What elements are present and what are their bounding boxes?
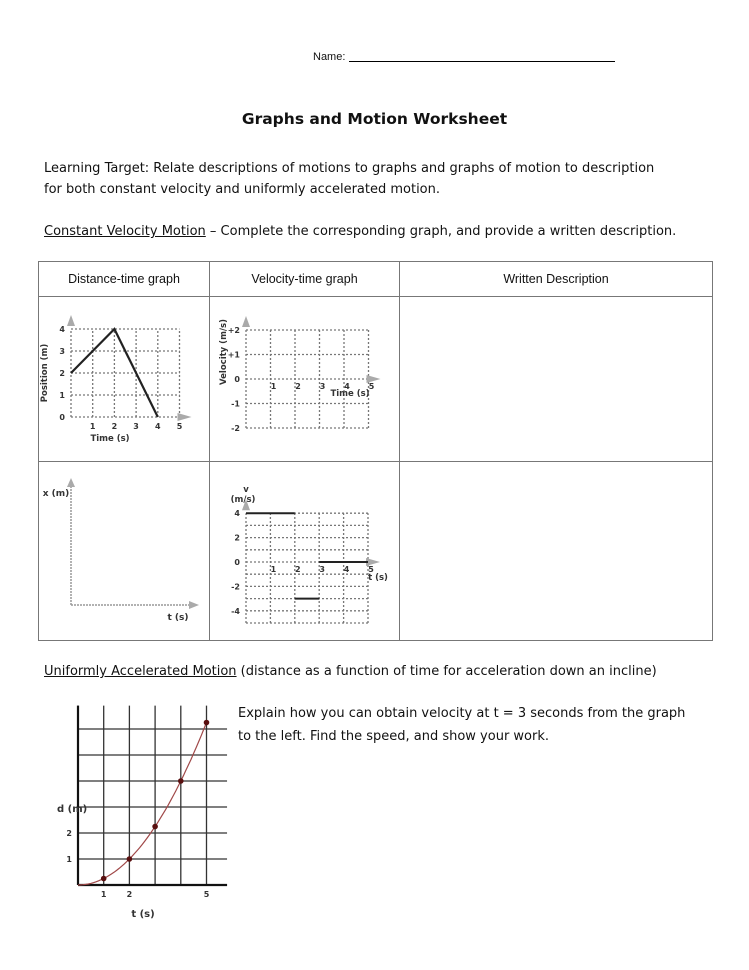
y-tick-label: 1 <box>59 391 65 400</box>
x-tick-label: 5 <box>176 422 183 431</box>
accel-question-line2: to the left. Find the speed, and show your work. <box>238 729 550 744</box>
y-axis-label: v <box>243 485 249 495</box>
y-tick-label: +2 <box>227 326 240 335</box>
x-axis-arrow-icon <box>178 413 192 421</box>
data-point <box>178 778 184 784</box>
y-axis-arrow-icon <box>67 478 75 487</box>
x-tick-label: 1 <box>89 422 96 431</box>
x-axis-arrow-icon <box>189 601 199 609</box>
y-tick-label: +1 <box>227 350 240 360</box>
data-point <box>127 856 133 862</box>
x-tick-label: 5 <box>368 382 375 391</box>
x-tick-label: 3 <box>319 382 326 391</box>
y-tick-label: 0 <box>234 558 240 567</box>
chart-pos-time <box>40 315 192 444</box>
y-tick-label: -1 <box>231 399 240 409</box>
x-tick-label: 2 <box>295 565 301 574</box>
x-axis-label: t (s) <box>368 573 388 583</box>
data-point <box>152 824 158 830</box>
y-axis-label: d (m) <box>57 804 88 815</box>
page-title: Graphs and Motion Worksheet <box>241 110 508 128</box>
chart-pos-time-blank <box>43 478 199 623</box>
y-axis-arrow-icon <box>67 315 75 326</box>
column-header-velocity-time: Velocity-time graph <box>210 262 400 297</box>
y-axis-label: Position (m) <box>40 343 50 403</box>
y-axis-label: x (m) <box>42 489 70 499</box>
x-tick-label: 5 <box>368 565 374 574</box>
chart-vel-time-steps <box>231 485 388 623</box>
y-tick-label: -4 <box>231 606 240 616</box>
y-axis-unit: (m/s) <box>230 495 256 505</box>
y-axis-arrow-icon <box>242 316 250 327</box>
name-label: Name: <box>313 51 346 63</box>
y-tick-label: 1 <box>66 855 72 864</box>
y-tick-label: 0 <box>59 413 65 422</box>
learning-target-line1: Learning Target: Relate descriptions of motions to graphs and graphs of motion to description <box>44 161 655 176</box>
y-tick-label: 3 <box>59 347 65 356</box>
accel-question-line1: Explain how you can obtain velocity at t = 3 seconds from the graph <box>238 706 686 721</box>
x-axis-label: t (s) <box>131 909 155 920</box>
learning-target-line2: for both constant velocity and uniformly accelerated motion. <box>44 182 441 197</box>
y-tick-label: 0 <box>234 375 240 384</box>
x-tick-label: 3 <box>133 422 139 431</box>
x-tick-label: 1 <box>270 565 277 574</box>
x-tick-label: 5 <box>203 890 210 899</box>
uniform-accel-subtitle: (distance as a function of time for acceleration down an incline) <box>236 664 657 679</box>
y-tick-label: -2 <box>231 582 240 592</box>
y-tick-label: -2 <box>231 424 240 433</box>
x-tick-label: 4 <box>155 422 161 431</box>
y-tick-label: 4 <box>59 325 65 334</box>
data-point <box>204 720 210 726</box>
y-tick-label: 2 <box>234 533 240 543</box>
y-axis-label: Velocity (m/s) <box>219 319 229 385</box>
y-tick-label: 2 <box>66 829 72 838</box>
column-header-written-description: Written Description <box>400 262 713 297</box>
x-tick-label: 1 <box>100 890 107 899</box>
x-tick-label: 2 <box>111 422 118 431</box>
x-tick-label: 2 <box>295 382 301 391</box>
y-tick-label: 4 <box>234 509 240 519</box>
x-tick-label: 2 <box>126 890 133 899</box>
x-tick-label: 4 <box>344 382 350 391</box>
chart-dist-time-accel <box>57 706 227 920</box>
column-header-distance-time: Distance-time graph <box>39 262 210 297</box>
constant-velocity-heading: Constant Velocity Motion <box>44 224 206 239</box>
data-point <box>101 876 107 882</box>
uniform-accel-heading: Uniformly Accelerated Motion <box>44 664 237 679</box>
x-axis-label: t (s) <box>167 613 189 623</box>
y-tick-label: 2 <box>59 369 65 378</box>
fit-curve <box>78 723 207 886</box>
x-axis-label: Time (s) <box>90 434 130 444</box>
x-axis-label: Time (s) <box>330 389 370 399</box>
x-tick-label: 4 <box>343 565 350 574</box>
x-tick-label: 1 <box>270 382 277 391</box>
x-tick-label: 3 <box>319 565 325 574</box>
constant-velocity-instruction: – Complete the corresponding graph, and provide a written description. <box>205 224 677 239</box>
chart-vel-time-blank <box>219 316 381 433</box>
